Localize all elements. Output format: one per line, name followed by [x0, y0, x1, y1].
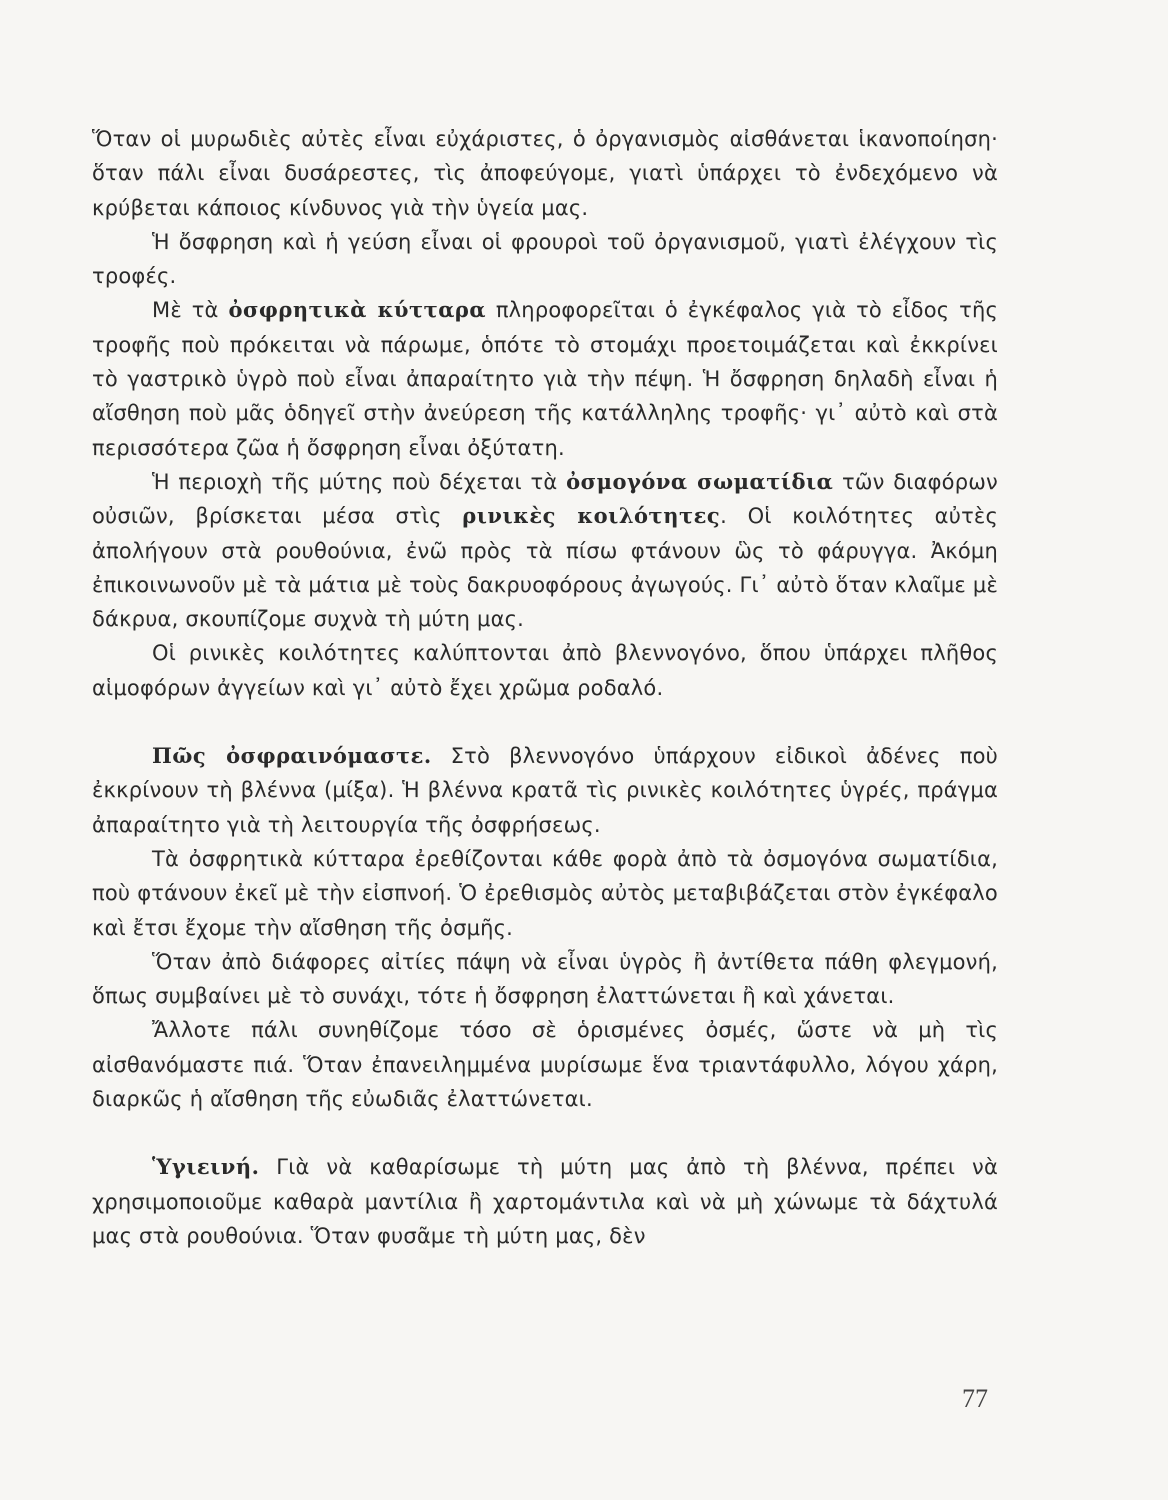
text-run: Μὲ τὰ — [152, 298, 229, 323]
text-run: Στὸ βλεννογόνο ὑπάρχουν εἰδικοὶ ἀδένες ποὺ ἐκκρίνουν τὴ βλέννα (μίξα). Ἡ βλέννα κρατᾶ τὶς ρινικὲς κοιλότητες ὑγρές, πράγμα ἀπαραίτητο γιὰ τὴ λειτουργία τῆς ὀσφρήσεως. — [92, 744, 998, 837]
text-run: Ἡ περιοχὴ τῆς μύτης ποὺ δέχεται τὰ — [152, 469, 567, 494]
text-run: Ὅταν οἱ μυρωδιὲς αὐτὲς εἶναι εὐχάριστες, ὁ ὀργανισμὸς αἰσθάνεται ἱκανοποίηση· ὅταν πάλι εἶναι δυσάρεστες, τὶς ἀποφεύγομε, γιατὶ ὑπάρχει τὸ ἐνδεχόμενο νὰ κρύβεται κάποιος κίνδυνος γιὰ τὴν ὑγεία μας. — [92, 127, 998, 220]
paragraph-p2 — [92, 225, 998, 294]
key-term: Ὑγιεινή. — [152, 1154, 260, 1180]
text-run: Ἡ ὄσφρηση καὶ ἡ γεύση εἶναι οἱ φρουροὶ τοῦ ὀργανισμοῦ, γιατὶ ἐλέγχουν τὶς τροφές. — [92, 229, 998, 289]
text-run: Ὅταν ἀπὸ διάφορες αἰτίες πάψη νὰ εἶναι ὑγρὸς ἢ ἀντίθετα πάθη φλεγμονή, ὅπως συμβαίνει μὲ τὸ συνάχι, τότε ἡ ὄσφρηση ἐλαττώνεται ἢ καὶ χάνεται. — [92, 949, 998, 1009]
key-term: ὀσμογόνα σωματίδια — [566, 468, 834, 494]
paragraph-p9 — [92, 1013, 998, 1116]
paragraph-p5 — [92, 636, 998, 705]
key-term: Πῶς ὀσφραινόμαστε. — [152, 743, 432, 769]
paragraph-p7 — [92, 842, 998, 945]
text-run: Ἄλλοτε πάλι συνηθίζομε τόσο σὲ ὁρισμένες ὀσμές, ὥστε νὰ μὴ τὶς αἰσθανόμαστε πιά. Ὅταν ἐπανειλημμένα μυρίσωμε ἕνα τριαντάφυλλο, λόγου χάρη, διαρκῶς ἡ αἴσθηση τῆς εὐωδιᾶς ἐλαττώνεται. — [92, 1018, 998, 1112]
key-term: ρινικὲς κοιλότητες — [462, 503, 721, 529]
paragraph-p3 — [92, 293, 998, 464]
text-run: τῶν διαφόρων οὐσιῶν, βρίσκεται μέσα στὶς — [92, 469, 998, 529]
text-run: Γιὰ νὰ καθαρίσωμε τὴ μύτη μας ἀπὸ τὴ βλέννα, πρέπει νὰ χρησιμοποιοῦμε καθαρὰ μαντίλια ἢ χαρτομάντιλα καὶ νὰ μὴ χώνωμε τὰ δάχτυλά μας στὰ ρουθούνια. Ὅταν φυσᾶμε τὴ μύτη μας, δὲν — [92, 1155, 998, 1248]
paragraph-p4 — [92, 465, 998, 636]
paragraph-p6 — [92, 739, 998, 842]
paragraph-p8 — [92, 945, 998, 1014]
text-run: Τὰ ὀσφρητικὰ κύτταρα ἐρεθίζονται κάθε φορὰ ἀπὸ τὰ ὀσμογόνα σωματίδια, ποὺ φτάνουν ἐκεῖ μὲ τὴν εἰσπνοή. Ὁ ἐρεθισμὸς αὐτὸς μεταβιβάζεται στὸν ἐγκέφαλο καὶ ἔτσι ἔχομε τὴν αἴσθηση τῆς ὀσμῆς. — [92, 846, 998, 940]
paragraph-p1 — [92, 122, 998, 225]
key-term: ὀσφρητικὰ κύτταρα — [228, 297, 486, 323]
body-text — [92, 122, 998, 1253]
text-run: . Οἱ κοιλότητες αὐτὲς ἀπολήγουν στὰ ρουθούνια, ἐνῶ πρὸς τὰ πίσω φτάνουν ὣς τὸ φάρυγγα. Ἀκόμη ἐπικοινωνοῦν μὲ τὰ μάτια μὲ τοὺς δακρυοφόρους ἀγωγούς. Γι᾿ αὐτὸ ὅταν κλαῖμε μὲ δάκρυα, σκουπίζομε συχνὰ τὴ μύτη μας. — [92, 504, 998, 632]
text-run: Οἱ ρινικὲς κοιλότητες καλύπτονται ἀπὸ βλεννογόνο, ὅπου ὑπάρχει πλῆθος αἱμοφόρων ἀγγείων καὶ γι᾿ αὐτὸ ἔχει χρῶμα ροδαλό. — [92, 641, 998, 700]
page-number: 77 — [962, 1384, 988, 1413]
text-run: πληροφορεῖται ὁ ἐγκέφαλος γιὰ τὸ εἶδος τῆς τροφῆς ποὺ πρόκειται νὰ πάρωμε, ὁπότε τὸ στομάχι προετοιμάζεται καὶ ἐκκρίνει τὸ γαστρικὸ ὑγρὸ ποὺ εἶναι ἀπαραίτητο γιὰ τὴν πέψη. Ἡ ὄσφρηση δηλαδὴ εἶναι ἡ αἴσθηση ποὺ μᾶς ὁδηγεῖ στὴν ἀνεύρεση τῆς κατάλληλης τροφῆς· γι᾿ αὐτὸ καὶ στὰ περισσότερα ζῶα ἡ ὄσφρηση εἶναι ὀξύτατη. — [92, 298, 998, 460]
paragraph-p10 — [92, 1150, 998, 1253]
